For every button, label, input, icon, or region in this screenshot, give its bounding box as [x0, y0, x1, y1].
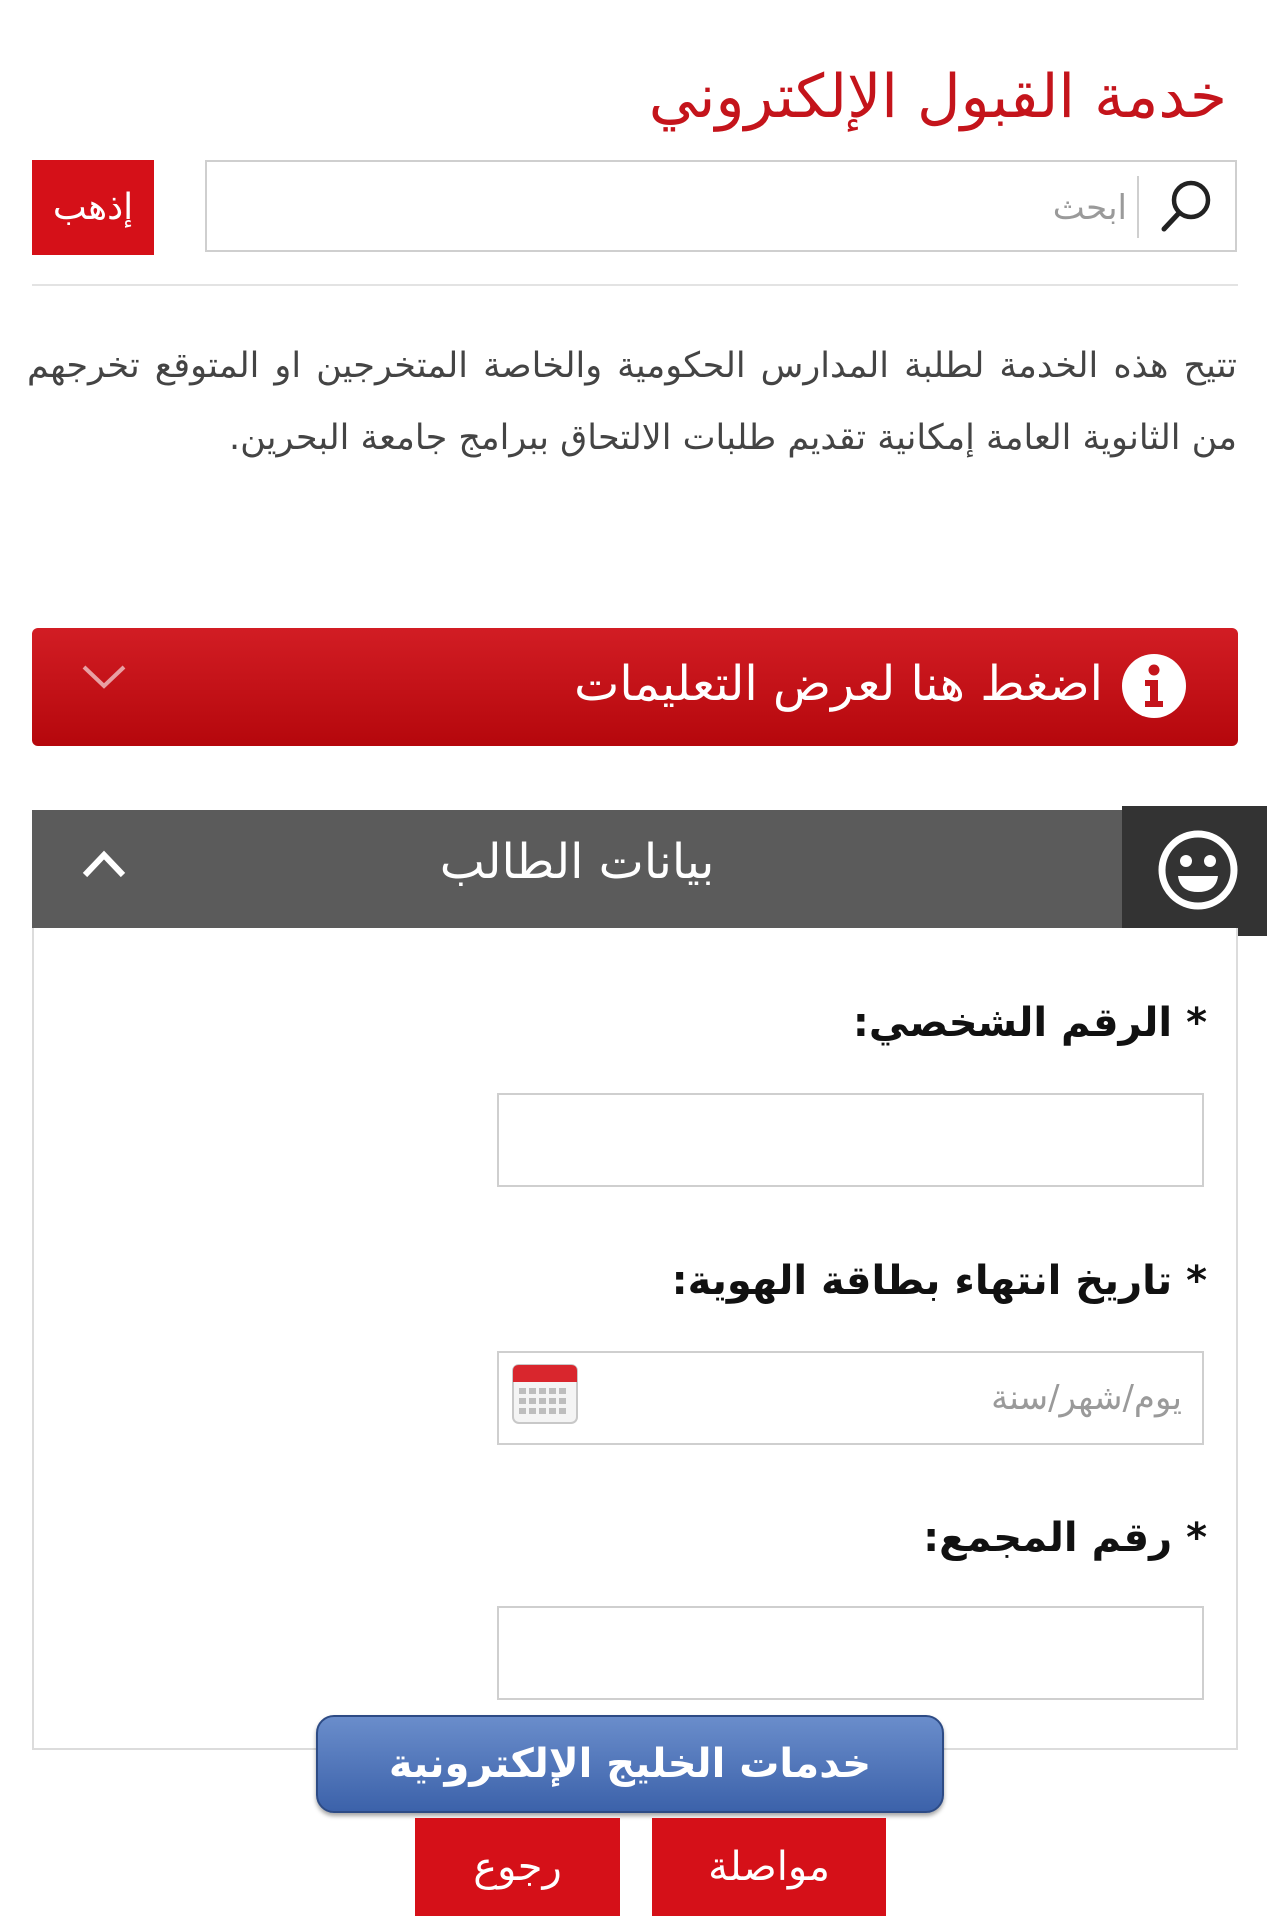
block-number-input[interactable] [497, 1606, 1204, 1700]
avatar-box [1122, 806, 1267, 936]
instructions-toggle[interactable] [32, 628, 1238, 746]
id-expiry-input[interactable] [497, 1351, 1204, 1445]
info-icon [1120, 652, 1188, 720]
page-title: خدمة القبول الإلكتروني [648, 62, 1227, 132]
personal-number-label: * الرقم الشخصي: [852, 1000, 1207, 1046]
search-divider [1137, 176, 1139, 238]
chevron-down-icon [80, 662, 128, 692]
continue-button[interactable]: مواصلة [652, 1818, 886, 1916]
smiley-icon [1156, 828, 1240, 912]
gulf-eservices-button[interactable]: خدمات الخليج الإلكترونية [316, 1715, 944, 1813]
personal-number-input[interactable] [497, 1093, 1204, 1187]
instructions-label: اضغط هنا لعرض التعليمات [574, 656, 1103, 712]
id-expiry-label: * تاريخ انتهاء بطاقة الهوية: [671, 1258, 1207, 1304]
student-section-title: بيانات الطالب [439, 834, 715, 890]
go-button[interactable]: إذهب [32, 160, 154, 255]
chevron-up-icon [80, 848, 128, 880]
search-input[interactable] [245, 178, 1129, 238]
block-number-label: * رقم المجمع: [923, 1515, 1207, 1561]
calendar-icon[interactable] [510, 1362, 580, 1426]
search-box [205, 160, 1237, 252]
back-button[interactable]: رجوع [415, 1818, 620, 1916]
top-divider [32, 284, 1238, 286]
intro-text: تتيح هذه الخدمة لطلبة المدارس الحكومية والخاصة المتخرجين او المتوقع تخرجهم من الثانوية العامة إمكانية تقديم طلبات الالتحاق ببرامج جامعة البحرين. [27, 346, 1237, 458]
student-section-header[interactable] [32, 810, 1122, 928]
search-icon[interactable] [1157, 176, 1217, 236]
